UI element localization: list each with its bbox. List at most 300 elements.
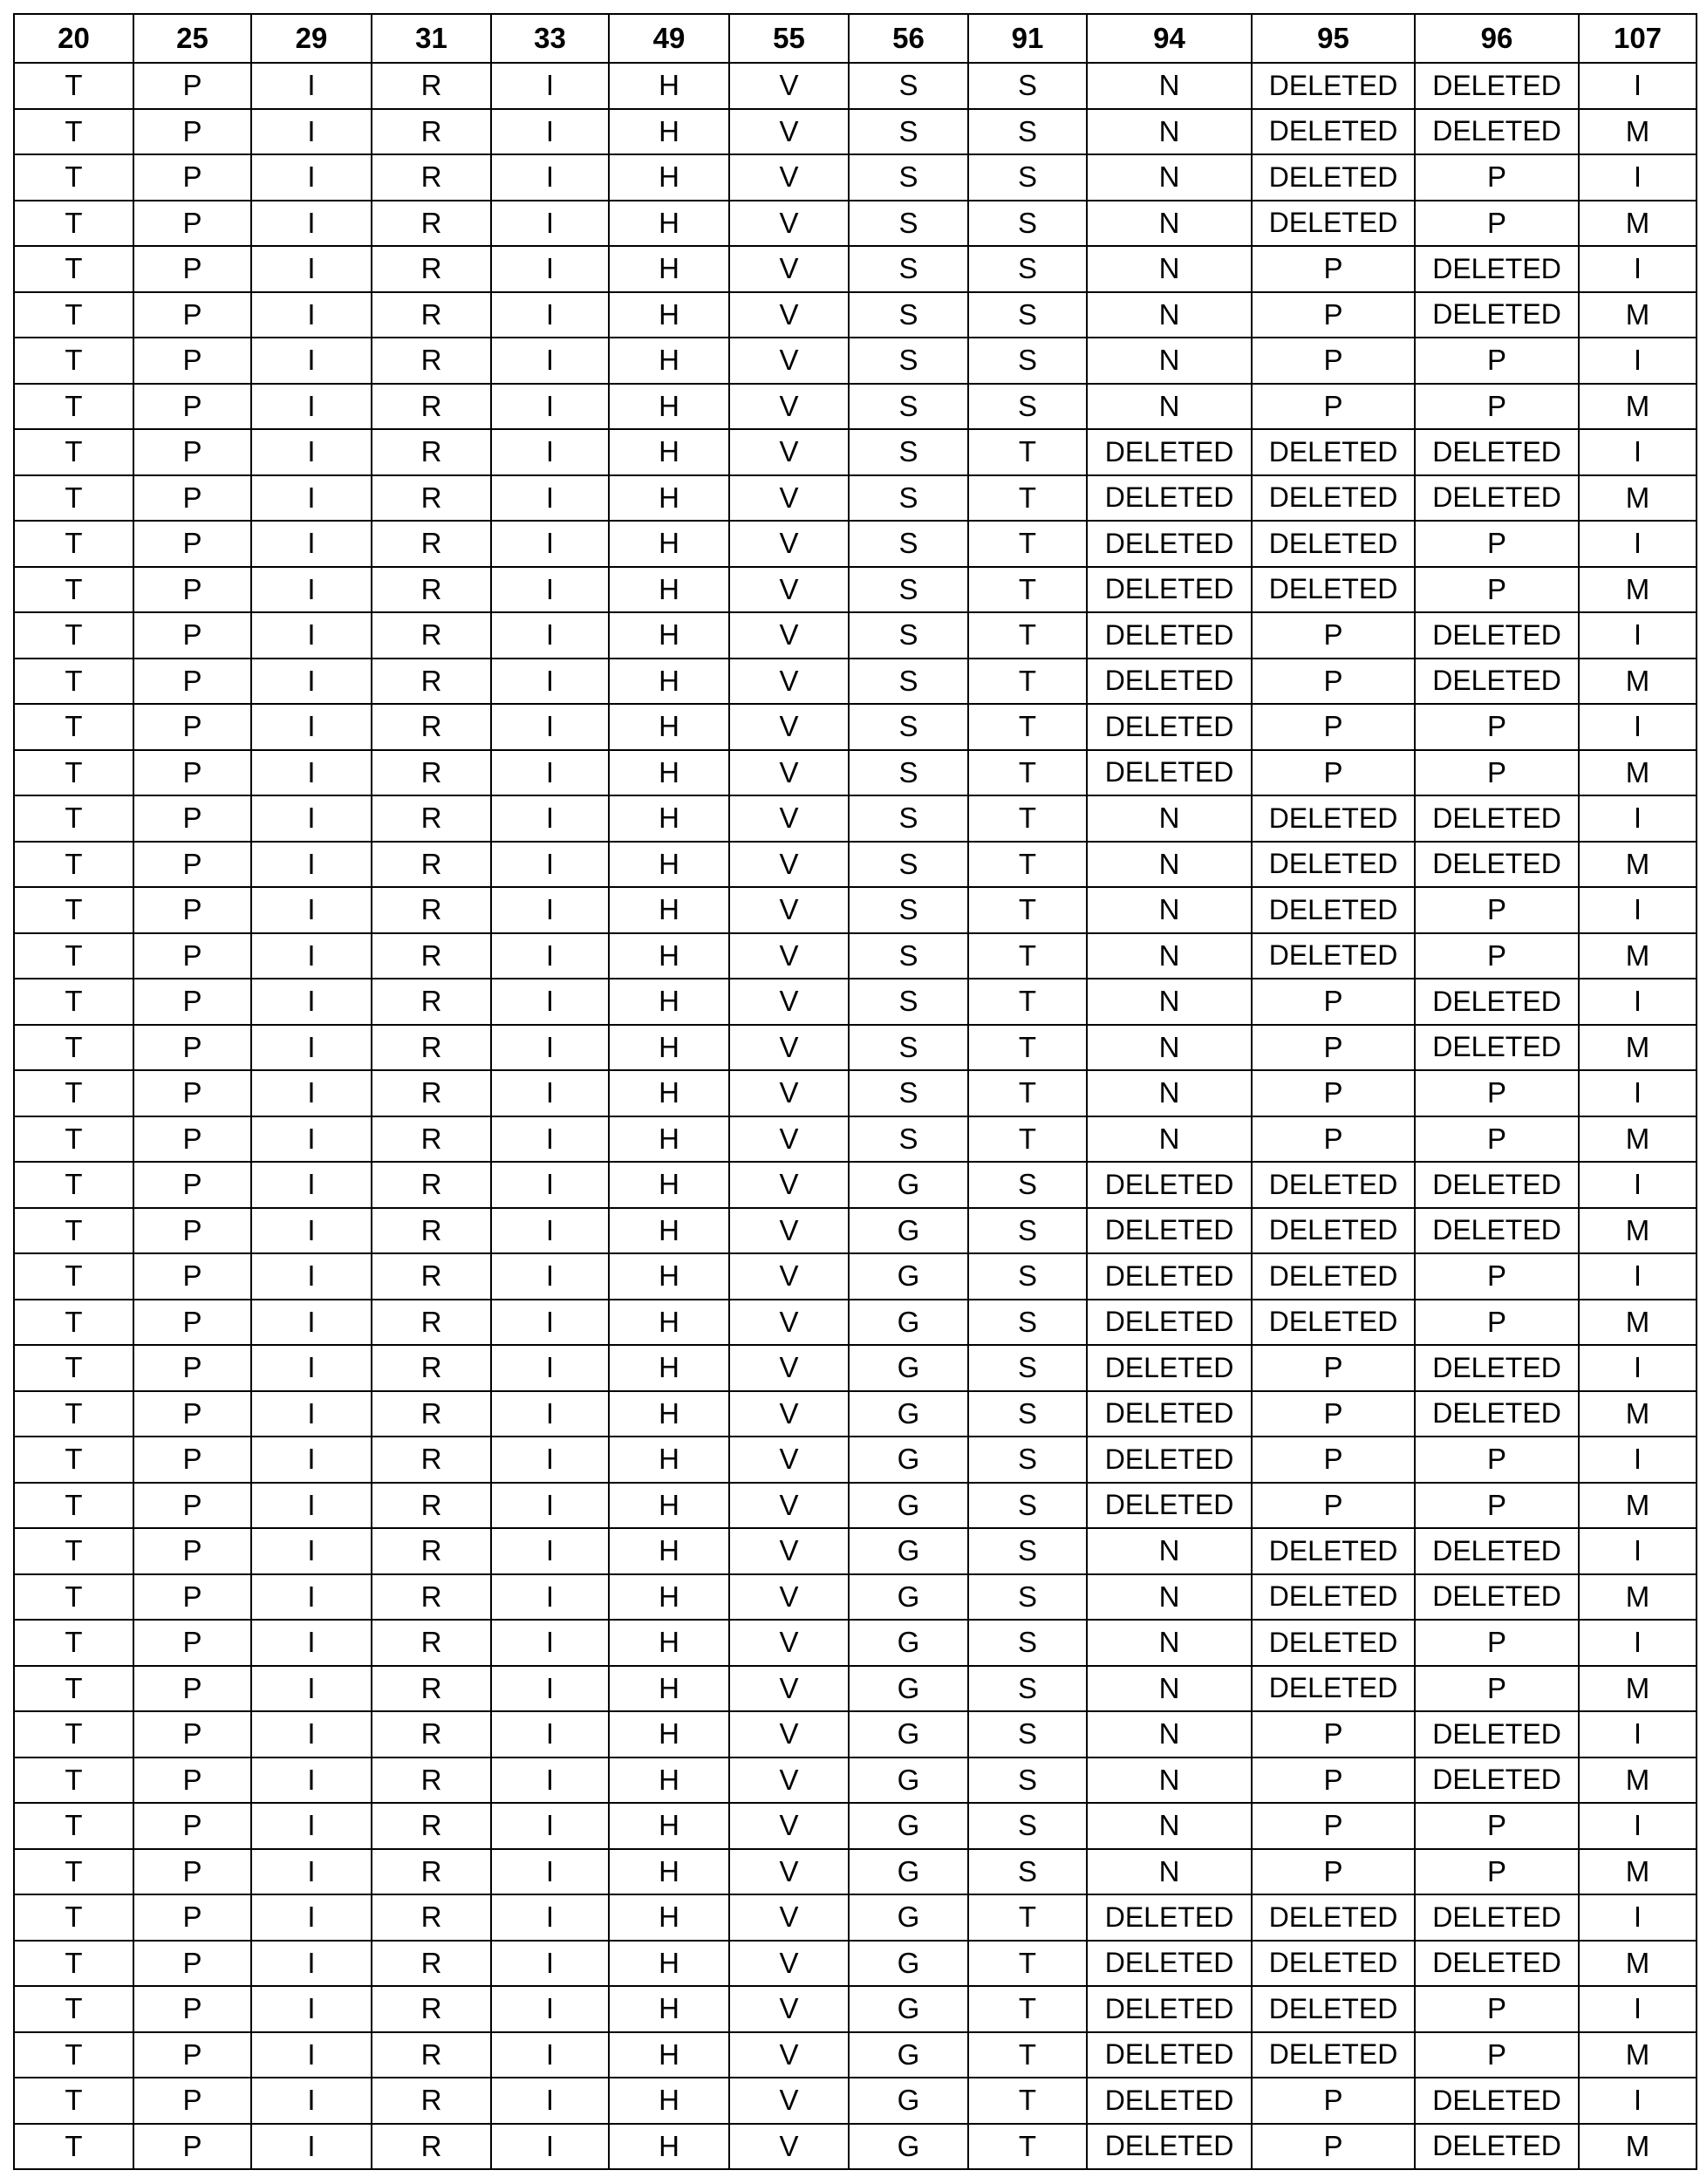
table-cell: T (14, 1025, 133, 1071)
table-cell: DELETED (1415, 979, 1579, 1025)
table-cell: R (372, 979, 491, 1025)
table-cell: S (849, 1025, 968, 1071)
table-cell: R (372, 1986, 491, 2032)
table-row (14, 979, 1697, 1025)
table-cell: P (1252, 1025, 1415, 1071)
table-cell: V (729, 338, 849, 384)
table-cell: S (968, 1620, 1087, 1666)
table-cell: S (849, 292, 968, 338)
table-cell: P (1252, 246, 1415, 292)
table-cell: DELETED (1252, 429, 1415, 475)
table-cell: T (14, 1620, 133, 1666)
table-cell: P (133, 1437, 251, 1483)
table-cell: H (609, 201, 729, 247)
table-cell: N (1087, 109, 1252, 155)
table-cell: I (251, 1253, 372, 1300)
table-cell: R (372, 1345, 491, 1391)
table-cell: S (968, 292, 1087, 338)
table-cell: P (133, 933, 251, 979)
table-cell: V (729, 1849, 849, 1895)
table-cell: I (251, 1116, 372, 1163)
table-cell: H (609, 429, 729, 475)
table-cell: DELETED (1415, 1757, 1579, 1804)
table-cell: T (14, 1300, 133, 1346)
table-cell: P (1415, 2032, 1579, 2078)
table-cell: N (1087, 1528, 1252, 1574)
table-row (14, 1574, 1697, 1621)
table-row (14, 567, 1697, 613)
table-cell: P (133, 292, 251, 338)
table-cell: I (251, 429, 372, 475)
table-cell: H (609, 1574, 729, 1621)
table-cell: P (133, 521, 251, 567)
table-row (14, 2124, 1697, 2170)
table-cell: S (849, 109, 968, 155)
table-cell: P (1252, 1437, 1415, 1483)
table-cell: I (251, 1437, 372, 1483)
table-row (14, 1803, 1697, 1849)
table-cell: M (1579, 1574, 1697, 1621)
table-cell: S (968, 1391, 1087, 1437)
table-cell: R (372, 1574, 491, 1621)
table-cell: P (133, 1070, 251, 1116)
table-cell: I (1579, 338, 1697, 384)
table-cell: H (609, 1070, 729, 1116)
table-row (14, 842, 1697, 888)
table-cell: G (849, 1757, 968, 1804)
table-cell: P (1415, 1437, 1579, 1483)
table-cell: R (372, 612, 491, 659)
table-cell: M (1579, 1757, 1697, 1804)
table-cell: P (133, 1986, 251, 2032)
table-cell: V (729, 1208, 849, 1254)
table-row (14, 1391, 1697, 1437)
table-cell: I (491, 292, 609, 338)
table-cell: T (14, 1253, 133, 1300)
table-cell: H (609, 475, 729, 522)
table-cell: H (609, 2078, 729, 2124)
table-cell: H (609, 842, 729, 888)
table-cell: H (609, 246, 729, 292)
table-cell: H (609, 933, 729, 979)
table-cell: G (849, 1941, 968, 1987)
table-cell: S (849, 201, 968, 247)
table-cell: S (968, 1483, 1087, 1529)
column-header-25: 25 (133, 14, 251, 63)
table-cell: H (609, 1391, 729, 1437)
table-cell: I (251, 384, 372, 430)
table-cell: DELETED (1415, 475, 1579, 522)
table-cell: I (491, 612, 609, 659)
table-cell: I (251, 887, 372, 933)
table-cell: T (14, 567, 133, 613)
table-cell: P (133, 2032, 251, 2078)
table-row (14, 384, 1697, 430)
column-header-31: 31 (372, 14, 491, 63)
table-cell: H (609, 704, 729, 750)
table-cell: G (849, 1620, 968, 1666)
table-cell: DELETED (1087, 1162, 1252, 1208)
table-cell: DELETED (1415, 246, 1579, 292)
table-cell: S (968, 201, 1087, 247)
table-cell: V (729, 1894, 849, 1941)
table-cell: P (133, 795, 251, 842)
table-cell: I (491, 2032, 609, 2078)
table-row (14, 795, 1697, 842)
table-cell: S (849, 246, 968, 292)
table-cell: DELETED (1087, 2032, 1252, 2078)
table-cell: DELETED (1087, 2124, 1252, 2170)
table-cell: DELETED (1415, 1208, 1579, 1254)
table-cell: S (968, 1345, 1087, 1391)
table-row (14, 2032, 1697, 2078)
table-cell: R (372, 1941, 491, 1987)
table-cell: P (133, 887, 251, 933)
table-cell: I (491, 154, 609, 201)
table-cell: H (609, 521, 729, 567)
table-cell: R (372, 521, 491, 567)
table-cell: R (372, 842, 491, 888)
table-cell: P (1415, 154, 1579, 201)
table-cell: H (609, 1528, 729, 1574)
table-cell: P (133, 979, 251, 1025)
table-cell: I (251, 475, 372, 522)
table-cell: S (849, 750, 968, 796)
table-cell: DELETED (1087, 2078, 1252, 2124)
table-cell: T (968, 1986, 1087, 2032)
table-cell: H (609, 1620, 729, 1666)
table-cell: P (133, 338, 251, 384)
table-cell: G (849, 1437, 968, 1483)
table-cell: I (1579, 704, 1697, 750)
table-cell: T (14, 659, 133, 705)
table-cell: P (1415, 1300, 1579, 1346)
table-cell: I (491, 1391, 609, 1437)
table-cell: S (849, 567, 968, 613)
table-cell: DELETED (1087, 1941, 1252, 1987)
table-cell: DELETED (1252, 1620, 1415, 1666)
table-cell: I (491, 429, 609, 475)
table-cell: S (849, 338, 968, 384)
table-cell: V (729, 384, 849, 430)
table-cell: DELETED (1415, 292, 1579, 338)
table-cell: P (133, 1116, 251, 1163)
table-cell: R (372, 1528, 491, 1574)
table-cell: H (609, 109, 729, 155)
table-cell: DELETED (1415, 612, 1579, 659)
table-cell: V (729, 1986, 849, 2032)
table-cell: I (251, 1528, 372, 1574)
table-cell: P (133, 1894, 251, 1941)
table-cell: DELETED (1252, 1208, 1415, 1254)
table-cell: N (1087, 1620, 1252, 1666)
table-cell: M (1579, 1666, 1697, 1712)
table-row (14, 1162, 1697, 1208)
table-cell: P (1415, 1986, 1579, 2032)
table-cell: G (849, 1528, 968, 1574)
table-cell: DELETED (1087, 704, 1252, 750)
table-cell: P (1415, 933, 1579, 979)
table-cell: V (729, 933, 849, 979)
table-cell: P (1415, 1666, 1579, 1712)
table-cell: H (609, 1803, 729, 1849)
table-cell: I (491, 2078, 609, 2124)
table-cell: T (968, 842, 1087, 888)
table-cell: S (968, 1711, 1087, 1757)
table-cell: S (968, 338, 1087, 384)
table-cell: I (1579, 1437, 1697, 1483)
table-cell: P (133, 2124, 251, 2170)
table-cell: DELETED (1087, 475, 1252, 522)
table-row (14, 933, 1697, 979)
table-cell: I (491, 1025, 609, 1071)
table-cell: P (1415, 567, 1579, 613)
table-cell: I (491, 1711, 609, 1757)
table-cell: H (609, 1986, 729, 2032)
table-cell: H (609, 659, 729, 705)
table-cell: T (14, 795, 133, 842)
table-cell: DELETED (1252, 1528, 1415, 1574)
table-cell: R (372, 933, 491, 979)
table-cell: I (251, 1803, 372, 1849)
table-cell: N (1087, 292, 1252, 338)
table-row (14, 1894, 1697, 1941)
table-row (14, 1070, 1697, 1116)
table-cell: P (133, 612, 251, 659)
table-cell: S (968, 246, 1087, 292)
table-row (14, 63, 1697, 109)
table-cell: V (729, 1711, 849, 1757)
table-cell: P (133, 1711, 251, 1757)
table-row (14, 246, 1697, 292)
table-cell: DELETED (1415, 2078, 1579, 2124)
table-cell: I (491, 1894, 609, 1941)
table-cell: V (729, 521, 849, 567)
table-cell: T (968, 659, 1087, 705)
table-cell: P (133, 1803, 251, 1849)
table-row (14, 429, 1697, 475)
table-cell: R (372, 1620, 491, 1666)
table-cell: I (251, 2078, 372, 2124)
table-cell: V (729, 795, 849, 842)
table-cell: T (14, 292, 133, 338)
table-cell: V (729, 1483, 849, 1529)
table-cell: P (133, 704, 251, 750)
table-cell: I (491, 1528, 609, 1574)
table-cell: I (251, 1345, 372, 1391)
table-cell: H (609, 1025, 729, 1071)
table-cell: P (1415, 1620, 1579, 1666)
table-cell: I (251, 1620, 372, 1666)
table-cell: H (609, 1894, 729, 1941)
table-cell: DELETED (1087, 1391, 1252, 1437)
table-cell: DELETED (1252, 1162, 1415, 1208)
table-cell: I (251, 1208, 372, 1254)
table-cell: T (14, 1070, 133, 1116)
table-cell: N (1087, 1666, 1252, 1712)
table-cell: P (133, 750, 251, 796)
table-cell: I (491, 933, 609, 979)
table-cell: T (968, 2124, 1087, 2170)
table-cell: P (133, 475, 251, 522)
table-cell: I (251, 1711, 372, 1757)
table-cell: M (1579, 201, 1697, 247)
table-cell: P (133, 246, 251, 292)
table-cell: P (1252, 1070, 1415, 1116)
table-cell: P (1415, 1483, 1579, 1529)
table-cell: V (729, 1666, 849, 1712)
table-cell: T (14, 1986, 133, 2032)
table-cell: P (133, 1162, 251, 1208)
table-cell: DELETED (1252, 2032, 1415, 2078)
table-cell: I (1579, 612, 1697, 659)
table-cell: I (491, 1208, 609, 1254)
table-cell: T (968, 567, 1087, 613)
table-cell: G (849, 1162, 968, 1208)
table-cell: M (1579, 475, 1697, 522)
column-header-56: 56 (849, 14, 968, 63)
table-cell: I (491, 1162, 609, 1208)
table-cell: S (849, 1070, 968, 1116)
table-cell: N (1087, 1757, 1252, 1804)
column-header-49: 49 (609, 14, 729, 63)
table-cell: T (14, 1711, 133, 1757)
table-cell: R (372, 1253, 491, 1300)
table-cell: I (251, 1300, 372, 1346)
table-row (14, 1666, 1697, 1712)
table-cell: P (1252, 1757, 1415, 1804)
table-cell: G (849, 2078, 968, 2124)
table-cell: P (1252, 612, 1415, 659)
table-cell: G (849, 1803, 968, 1849)
table-cell: I (491, 1941, 609, 1987)
table-cell: R (372, 1070, 491, 1116)
table-cell: P (1252, 2124, 1415, 2170)
table-cell: I (1579, 429, 1697, 475)
table-cell: I (251, 1757, 372, 1804)
table-cell: I (251, 1162, 372, 1208)
table-cell: I (251, 154, 372, 201)
table-cell: M (1579, 2032, 1697, 2078)
table-cell: I (1579, 246, 1697, 292)
table-cell: I (491, 1070, 609, 1116)
table-cell: DELETED (1252, 567, 1415, 613)
table-cell: R (372, 750, 491, 796)
table-cell: T (968, 887, 1087, 933)
table-cell: S (968, 154, 1087, 201)
column-header-96: 96 (1415, 14, 1579, 63)
table-row (14, 1849, 1697, 1895)
table-cell: DELETED (1087, 1300, 1252, 1346)
table-cell: S (849, 1116, 968, 1163)
table-cell: P (1415, 384, 1579, 430)
table-cell: I (251, 1849, 372, 1895)
table-cell: T (14, 154, 133, 201)
table-cell: R (372, 704, 491, 750)
table-cell: I (251, 521, 372, 567)
table-cell: S (968, 1803, 1087, 1849)
table-cell: T (14, 1437, 133, 1483)
table-cell: I (251, 1941, 372, 1987)
table-cell: I (251, 246, 372, 292)
table-cell: T (968, 1070, 1087, 1116)
table-cell: R (372, 659, 491, 705)
table-cell: H (609, 750, 729, 796)
table-cell: N (1087, 933, 1252, 979)
table-cell: I (491, 1986, 609, 2032)
table-cell: P (133, 384, 251, 430)
table-cell: T (968, 750, 1087, 796)
table-cell: M (1579, 567, 1697, 613)
table-cell: T (968, 2078, 1087, 2124)
table-cell: P (1252, 1483, 1415, 1529)
table-cell: T (14, 1574, 133, 1621)
table-cell: R (372, 1208, 491, 1254)
table-cell: T (14, 384, 133, 430)
table-cell: DELETED (1087, 521, 1252, 567)
table-cell: P (1252, 1345, 1415, 1391)
table-cell: H (609, 1253, 729, 1300)
table-cell: S (849, 933, 968, 979)
table-row (14, 1620, 1697, 1666)
table-cell: V (729, 1162, 849, 1208)
header-row (14, 14, 1697, 63)
table-cell: T (14, 1391, 133, 1437)
table-cell: S (968, 1437, 1087, 1483)
table-cell: DELETED (1087, 1345, 1252, 1391)
table-cell: DELETED (1415, 1574, 1579, 1621)
table-cell: DELETED (1252, 1986, 1415, 2032)
table-cell: H (609, 1437, 729, 1483)
table-cell: I (491, 887, 609, 933)
table-cell: I (251, 1070, 372, 1116)
table-cell: R (372, 429, 491, 475)
table-row (14, 1941, 1697, 1987)
table-cell: T (14, 2078, 133, 2124)
table-row (14, 154, 1697, 201)
table-cell: T (968, 1941, 1087, 1987)
table-cell: V (729, 201, 849, 247)
table-row (14, 2078, 1697, 2124)
table-cell: S (849, 475, 968, 522)
table-cell: I (1579, 1803, 1697, 1849)
table-cell: I (491, 1803, 609, 1849)
table-cell: R (372, 1711, 491, 1757)
table-cell: DELETED (1252, 1574, 1415, 1621)
table-cell: DELETED (1252, 1666, 1415, 1712)
table-body (14, 63, 1697, 2169)
table-cell: T (14, 1803, 133, 1849)
table-cell: DELETED (1252, 1300, 1415, 1346)
table-cell: P (1415, 1849, 1579, 1895)
table-cell: V (729, 1070, 849, 1116)
table-cell: G (849, 1849, 968, 1895)
table-cell: P (133, 1574, 251, 1621)
table-cell: P (1415, 1253, 1579, 1300)
table-row (14, 612, 1697, 659)
table-cell: I (251, 750, 372, 796)
table-cell: DELETED (1087, 1208, 1252, 1254)
table-row (14, 338, 1697, 384)
table-cell: T (14, 979, 133, 1025)
table-cell: R (372, 1803, 491, 1849)
table-cell: N (1087, 1849, 1252, 1895)
table-cell: S (849, 659, 968, 705)
table-cell: N (1087, 63, 1252, 109)
table-cell: V (729, 1803, 849, 1849)
table-cell: S (968, 1300, 1087, 1346)
table-cell: I (491, 201, 609, 247)
